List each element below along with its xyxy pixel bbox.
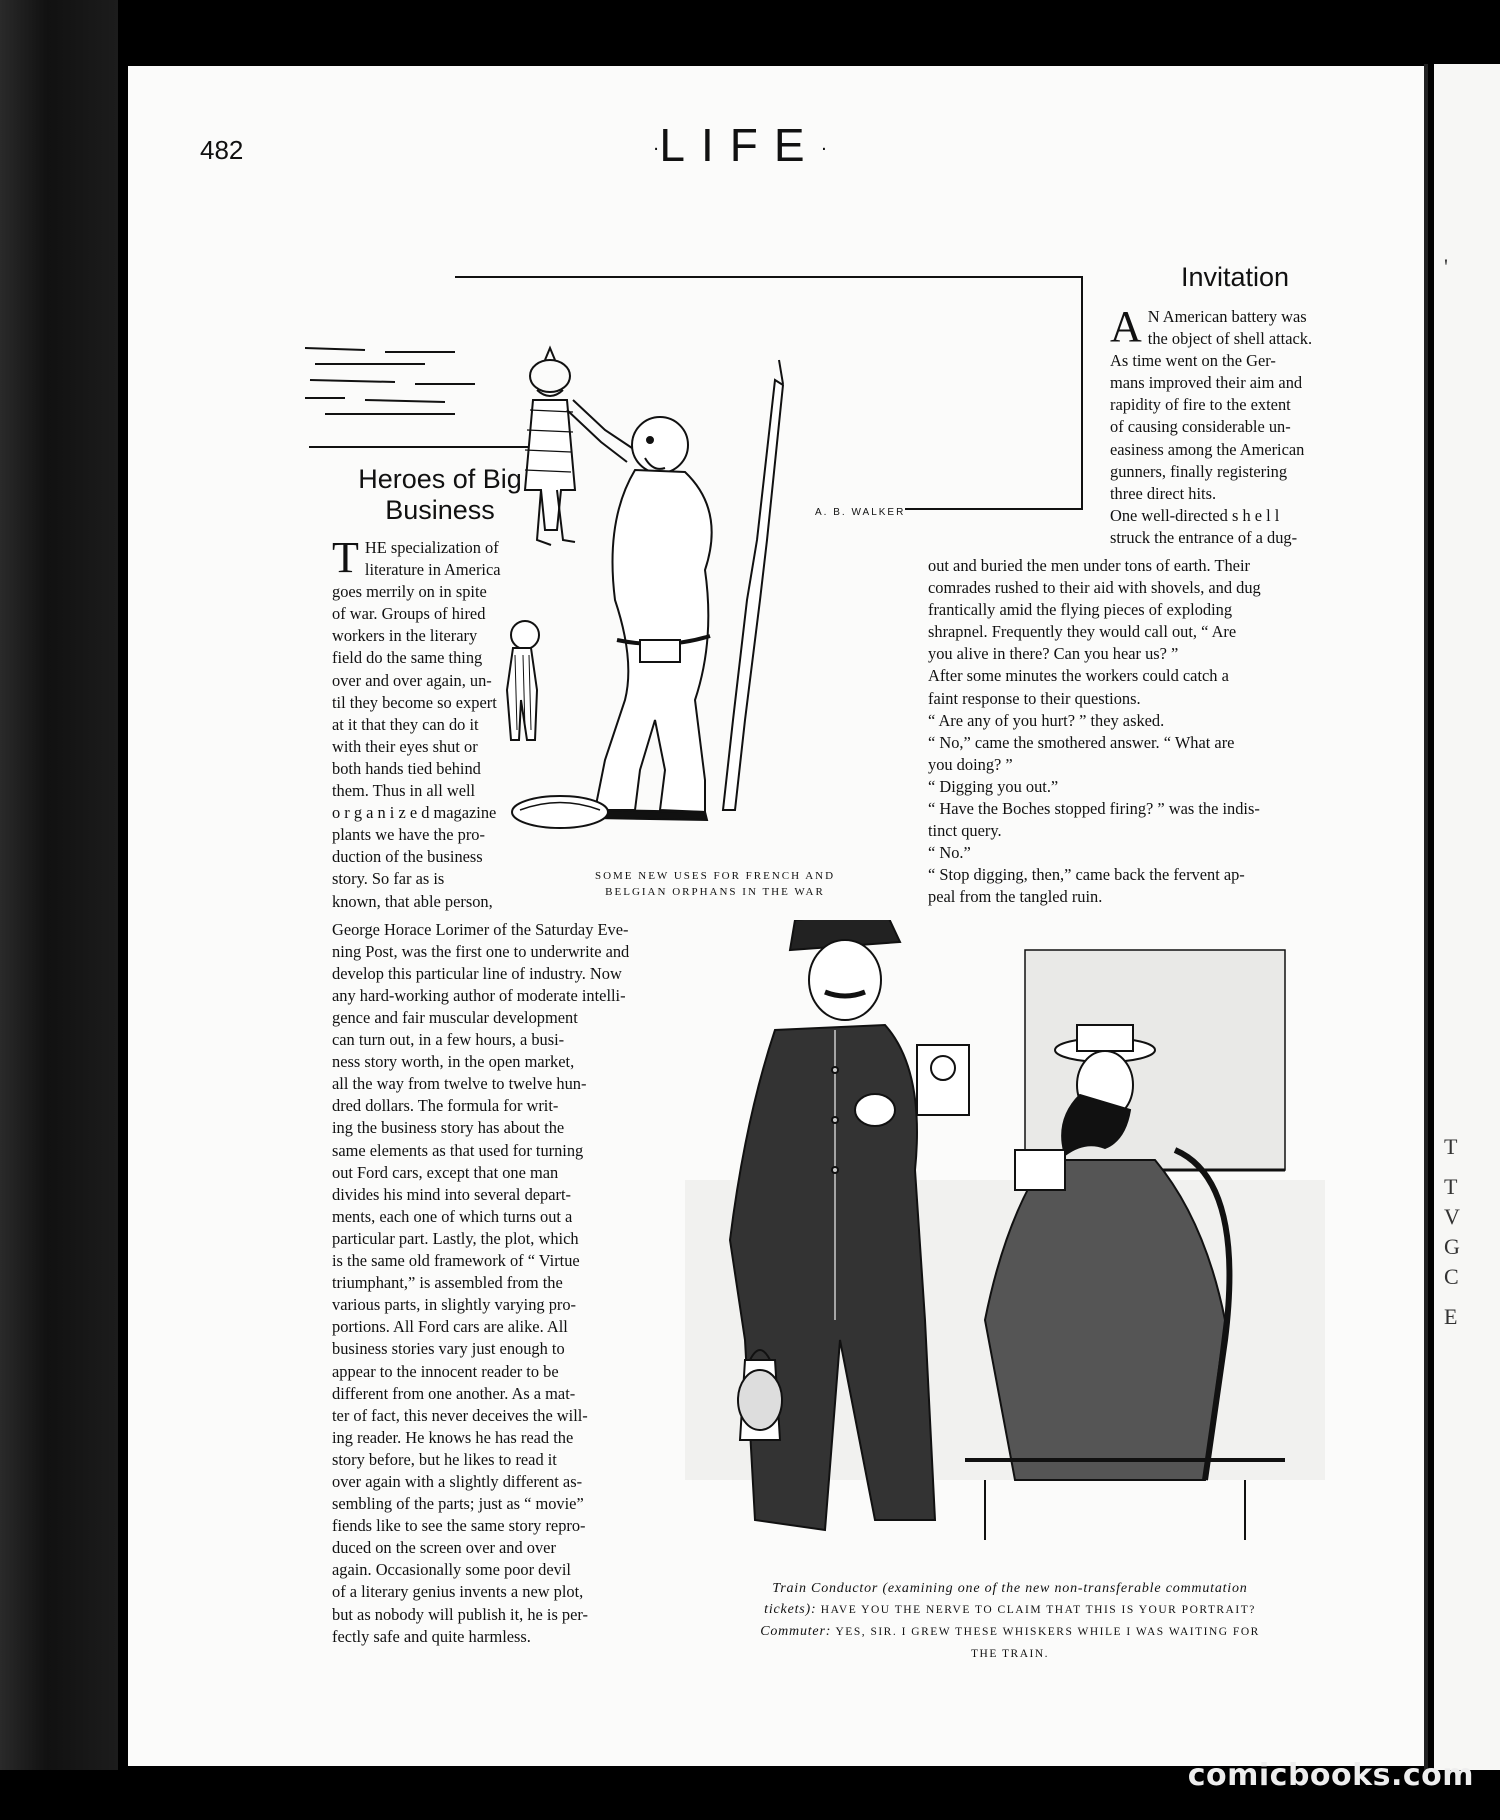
text-line: particular part. Lastly, the plot, which	[332, 1228, 579, 1248]
text-line: tinct query.	[928, 821, 1002, 841]
invitation-body-narrow	[1110, 302, 1360, 549]
text-line: One well-directed s h e l l	[1110, 505, 1280, 525]
text-line: “ Stop digging, then,” came back the fervent ap-	[928, 865, 1245, 885]
caption-speaker: Commuter:	[760, 1624, 832, 1639]
text-line: ments, each one of which turns out a	[332, 1206, 573, 1226]
heroes-body-lower	[332, 1007, 656, 1648]
invitation-body-wide	[928, 555, 1360, 909]
text-line: peal from the tangled ruin.	[928, 887, 1103, 907]
text-line: out and buried the men under tons of earth. Their	[928, 556, 1250, 575]
text-line: dred dollars. The formula for writ-	[332, 1096, 559, 1116]
text-line: of war. Groups of hired	[332, 604, 486, 624]
text-line: HE specialization of	[364, 538, 499, 557]
text-line: business stories vary just enough to	[332, 1339, 565, 1359]
headline-line: Heroes of Big	[358, 464, 522, 494]
watermark: comicbooks.com	[1187, 1758, 1474, 1793]
bottom-illustration-caption	[690, 1578, 1330, 1665]
caption-dialogue: THE TRAIN.	[970, 1648, 1050, 1660]
text-line: faint response to their questions.	[928, 688, 1141, 708]
text-line: both hands tied behind	[332, 758, 481, 778]
text-line: plants we have the pro-	[332, 825, 485, 845]
text-line: over and over again, un-	[332, 670, 492, 690]
caption-line: BELGIAN ORPHANS IN THE WAR	[605, 886, 825, 898]
text-line: “ No,” came the smothered answer. “ What are	[928, 732, 1235, 752]
text-line: duced on the screen over and over	[332, 1538, 556, 1558]
caption-dialogue: HAVE YOU THE NERVE TO CLAIM THAT THIS IS YOUR PORTRAIT?	[820, 1604, 1256, 1616]
text-line: o r g a n i z e d magazine	[332, 803, 497, 823]
text-line: known, that able person,	[332, 891, 493, 911]
text-line: appear to the innocent reader to be	[332, 1361, 559, 1381]
text-line: workers in the literary	[332, 626, 478, 646]
text-line: “ Have the Boches stopped firing? ” was the indis-	[928, 799, 1260, 819]
text-line: with their eyes shut or	[332, 736, 478, 756]
text-line: portions. All Ford cars are alike. All	[332, 1317, 568, 1337]
text-line: can turn out, in a few hours, a busi-	[332, 1030, 565, 1050]
text-line: til they become so expert	[332, 692, 497, 712]
text-line: any hard-working author of moderate intelli-	[332, 986, 626, 1006]
artist-signature: A. B. WALKER	[815, 507, 906, 518]
heroes-body-wide	[332, 919, 736, 1007]
text-line: but as nobody will publish it, he is per-	[332, 1604, 588, 1624]
text-line: “ Are any of you hurt? ” they asked.	[928, 710, 1165, 730]
text-line: divides his mind into several depart-	[332, 1184, 571, 1204]
magazine-title: LIFE	[659, 119, 821, 171]
text-line: ning Post, was the first one to underwrite and	[332, 942, 630, 962]
text-line: easiness among the American	[1110, 439, 1305, 459]
caption-speaker: tickets):	[764, 1602, 817, 1617]
text-line: you alive in there? Can you hear us? ”	[928, 644, 1179, 664]
illustration-frame-right	[1081, 276, 1083, 508]
text-line: shrapnel. Frequently they would call out, “ Are	[928, 622, 1237, 642]
text-line: goes merrily on in spite	[332, 582, 487, 602]
text-line: them. Thus in all well	[332, 781, 476, 801]
top-illustration-caption	[560, 868, 870, 900]
text-line: story. So far as is	[332, 869, 445, 889]
headline-line: Business	[385, 495, 495, 525]
dropcap: A	[1110, 302, 1142, 351]
text-line: ness story worth, in the open market,	[332, 1052, 575, 1072]
text-line: different from one another. As a mat-	[332, 1383, 576, 1403]
caption-speaker: Train Conductor (examining one of the new non-transferable commutation	[772, 1581, 1248, 1596]
text-line: struck the entrance of a dug-	[1110, 527, 1298, 547]
text-line: ter of fact, this never deceives the will-	[332, 1405, 588, 1425]
text-line: “ No.”	[928, 843, 971, 863]
text-line: ing the business story has about the	[332, 1118, 565, 1138]
text-line: ing reader. He knows he has read the	[332, 1427, 574, 1447]
text-line: “ Digging you out.”	[928, 776, 1059, 796]
text-line: N American battery was	[1147, 307, 1307, 326]
text-line: story before, but he likes to read it	[332, 1449, 557, 1469]
text-line: you doing? ”	[928, 754, 1013, 774]
text-line: various parts, in slightly varying pro-	[332, 1295, 577, 1315]
heroes-headline	[330, 464, 550, 526]
text-line: same elements as that used for turning	[332, 1140, 584, 1160]
text-line: mans improved their aim and	[1110, 373, 1303, 393]
text-line: of causing considerable un-	[1110, 417, 1291, 437]
text-line: over again with a slightly different as-	[332, 1471, 583, 1491]
text-line: George Horace Lorimer of the Saturday Eve-	[332, 920, 629, 939]
text-line: develop this particular line of industry. Now	[332, 964, 622, 984]
text-line: all the way from twelve to twelve hun-	[332, 1074, 587, 1094]
text-line: frantically amid the flying pieces of exploding	[928, 600, 1233, 620]
scan-left-border	[0, 0, 118, 1820]
text-line: literature in America	[364, 560, 501, 580]
heroes-body-narrow	[332, 533, 542, 913]
dropcap: T	[332, 533, 359, 582]
text-line: sembling of the parts; just as “ movie”	[332, 1494, 584, 1514]
caption-dialogue: YES, SIR. I GREW THESE WHISKERS WHILE I WAS WAITING FOR	[835, 1626, 1260, 1638]
text-line: three direct hits.	[1110, 483, 1217, 503]
text-line: comrades rushed to their aid with shovels, and dug	[928, 578, 1261, 598]
text-line: is the same old framework of “ Virtue	[332, 1251, 580, 1271]
text-line: of a literary genius invents a new plot,	[332, 1582, 584, 1602]
text-line: triumphant,” is assembled from the	[332, 1273, 563, 1293]
text-line: again. Occasionally some poor devil	[332, 1560, 571, 1580]
text-line: rapidity of fire to the extent	[1110, 395, 1291, 415]
page-gutter	[1424, 64, 1428, 1770]
text-line: gunners, finally registering	[1110, 461, 1288, 481]
facing-page-edge: ' T T V G C E	[1434, 64, 1500, 1770]
text-line: fiends like to see the same story repro-	[332, 1516, 586, 1536]
text-line: out Ford cars, except that one man	[332, 1162, 559, 1182]
scan-top-border	[0, 0, 1500, 64]
text-line: fectly safe and quite harmless.	[332, 1626, 531, 1646]
illustration-frame-top	[455, 276, 1083, 278]
text-line: gence and fair muscular development	[332, 1008, 578, 1027]
masthead: ·LIFE·	[652, 119, 828, 171]
train-conductor-illustration	[685, 920, 1325, 1560]
text-line: at it that they can do it	[332, 714, 479, 734]
caption-line: SOME NEW USES FOR FRENCH AND	[594, 870, 836, 882]
text-line: field do the same thing	[332, 648, 483, 668]
text-line: As time went on the Ger-	[1110, 351, 1276, 371]
page-number: 482	[200, 135, 244, 165]
text-line: After some minutes the workers could catch a	[928, 666, 1229, 686]
text-line: the object of shell attack.	[1147, 329, 1313, 349]
invitation-headline: Invitation	[1180, 262, 1290, 292]
text-line: duction of the business	[332, 847, 483, 867]
